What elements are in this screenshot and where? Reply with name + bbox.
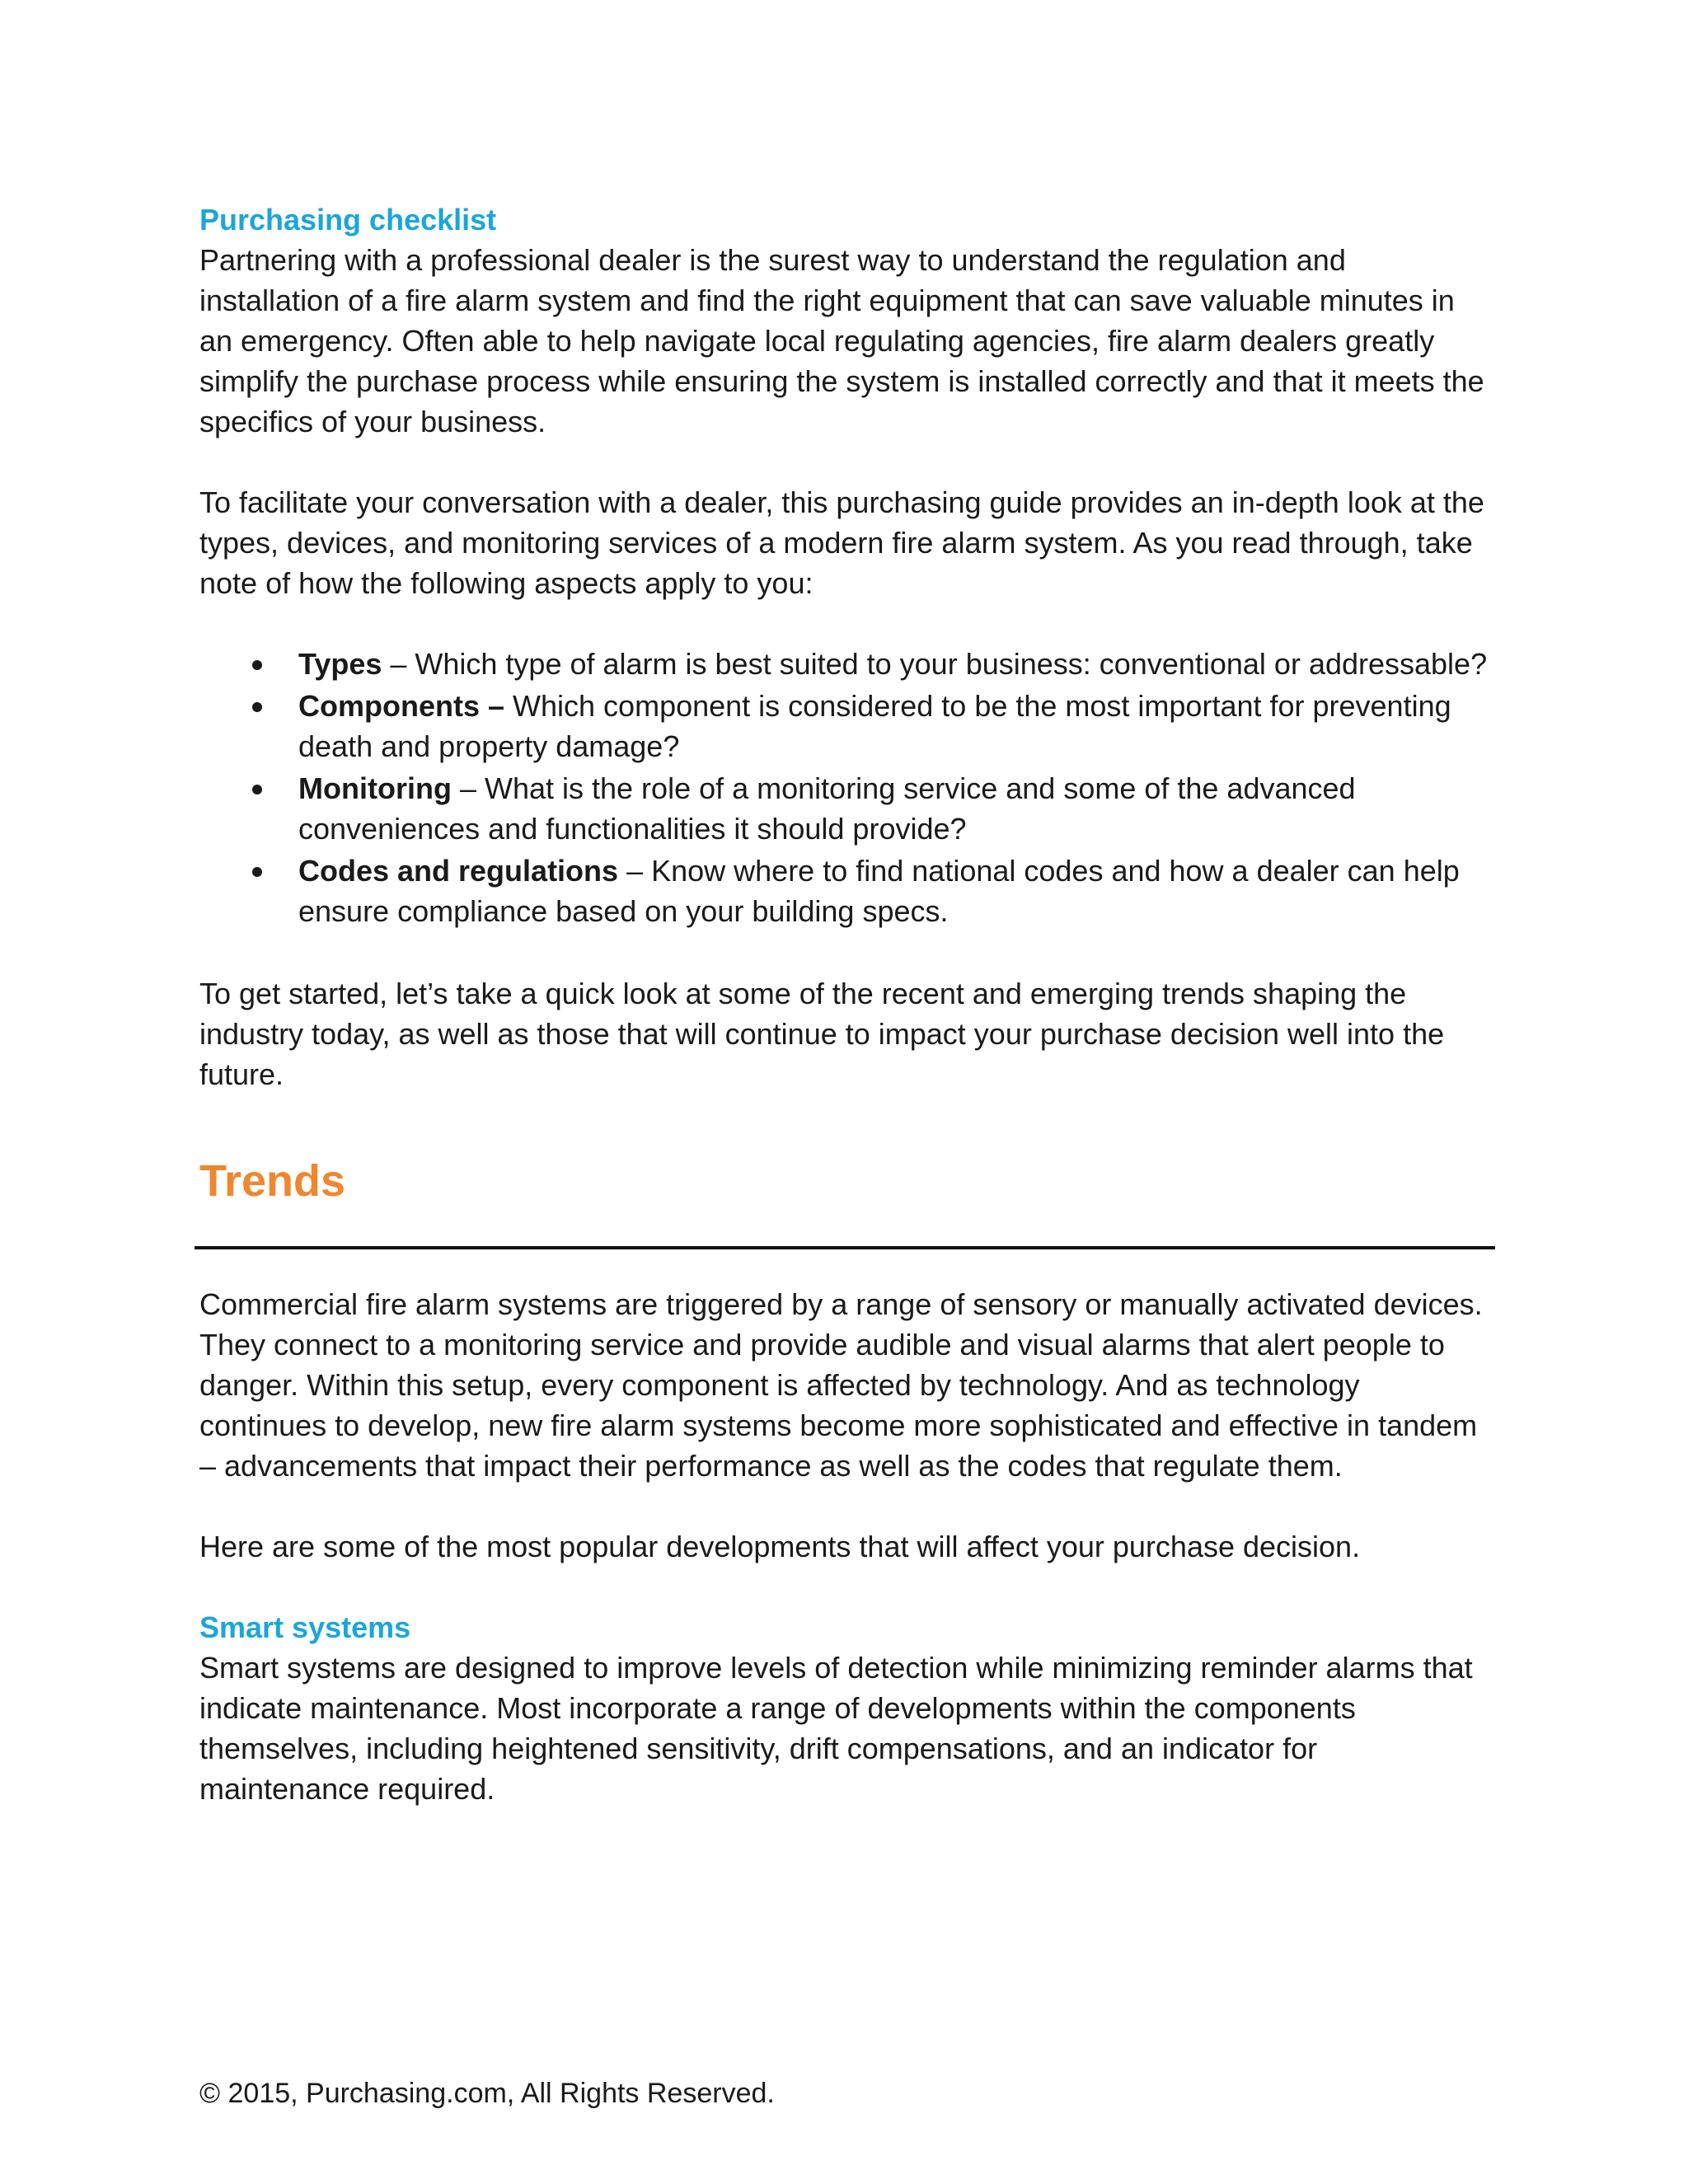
- list-item-term: Monitoring: [298, 771, 452, 805]
- list-item-text: Know where to find national codes and how a dealer can help ensure compliance based on your building specs.: [298, 854, 1460, 928]
- list-item-text: What is the role of a monitoring service and some of the advanced conveniences and functionalities it should provide?: [298, 771, 1356, 846]
- list-item: [199, 686, 1493, 766]
- bullet-icon: [252, 785, 262, 794]
- document-page: [199, 199, 1493, 1809]
- aspects-list: [199, 644, 1493, 931]
- section-divider: [195, 1246, 1495, 1249]
- copyright-footer: © 2015, Purchasing.com, All Rights Reserved.: [199, 2078, 775, 2109]
- list-item-term: Components –: [298, 689, 505, 723]
- list-item: [199, 851, 1493, 931]
- bullet-icon: [252, 867, 262, 877]
- trends-section-title: Trends: [199, 1156, 346, 1206]
- list-item: [199, 644, 1493, 684]
- list-item-separator: –: [451, 771, 485, 805]
- list-item-separator: –: [382, 647, 415, 681]
- purchasing-checklist-heading: Purchasing checklist: [199, 203, 497, 237]
- bullet-icon: [252, 660, 262, 670]
- smart-systems-heading: Smart systems: [199, 1610, 411, 1644]
- list-item-separator: –: [618, 854, 652, 888]
- checklist-intro-paragraph: Partnering with a professional dealer is the surest way to understand the regulation and installation of a fire alarm system and find the right equipment that can save valuable minutes in an emergency. Often able to help navigate local regulating agencies, fire alarm dealers greatly simplify the purchase process while ensuring the system is installed correctly and that it meets the specifics of your business.: [199, 243, 1484, 438]
- list-item-separator: [504, 689, 513, 723]
- smart-systems-paragraph: Smart systems are designed to improve levels of detection while minimizing reminder alarms that indicate maintenance. Most incorporate a range of developments within the components themselves, including heightened sensitivity, drift compensations, and an indicator for maintenance required.: [199, 1651, 1473, 1806]
- checklist-guide-paragraph: To facilitate your conversation with a dealer, this purchasing guide provides an in-depth look at the types, devices, and monitoring services of a modern fire alarm system. As you read through, take note of how the following aspects apply to you:: [199, 485, 1484, 600]
- trends-paragraph: Commercial fire alarm systems are triggered by a range of sensory or manually activated devices. They connect to a monitoring service and provide audible and visual alarms that alert people to danger. Within this setup, every component is affected by technology. And as technology continues to develop, new fire alarm systems become more sophisticated and effective in tandem – advancements that impact their performance as well as the codes that regulate them.: [199, 1287, 1483, 1483]
- list-item-term: Types: [298, 647, 382, 681]
- bullet-icon: [252, 702, 262, 712]
- list-item-text: Which type of alarm is best suited to your business: conventional or addressable?: [415, 647, 1488, 681]
- list-item: [199, 768, 1493, 849]
- list-item-text: Which component is considered to be the most important for preventing death and property damage?: [298, 689, 1451, 763]
- trends-developments-paragraph: Here are some of the most popular developments that will affect your purchase decision.: [199, 1530, 1361, 1563]
- checklist-closing-paragraph: To get started, let’s take a quick look at some of the recent and emerging trends shaping the industry today, as well as those that will continue to impact your purchase decision well into the future.: [199, 977, 1445, 1091]
- list-item-term: Codes and regulations: [298, 854, 619, 888]
